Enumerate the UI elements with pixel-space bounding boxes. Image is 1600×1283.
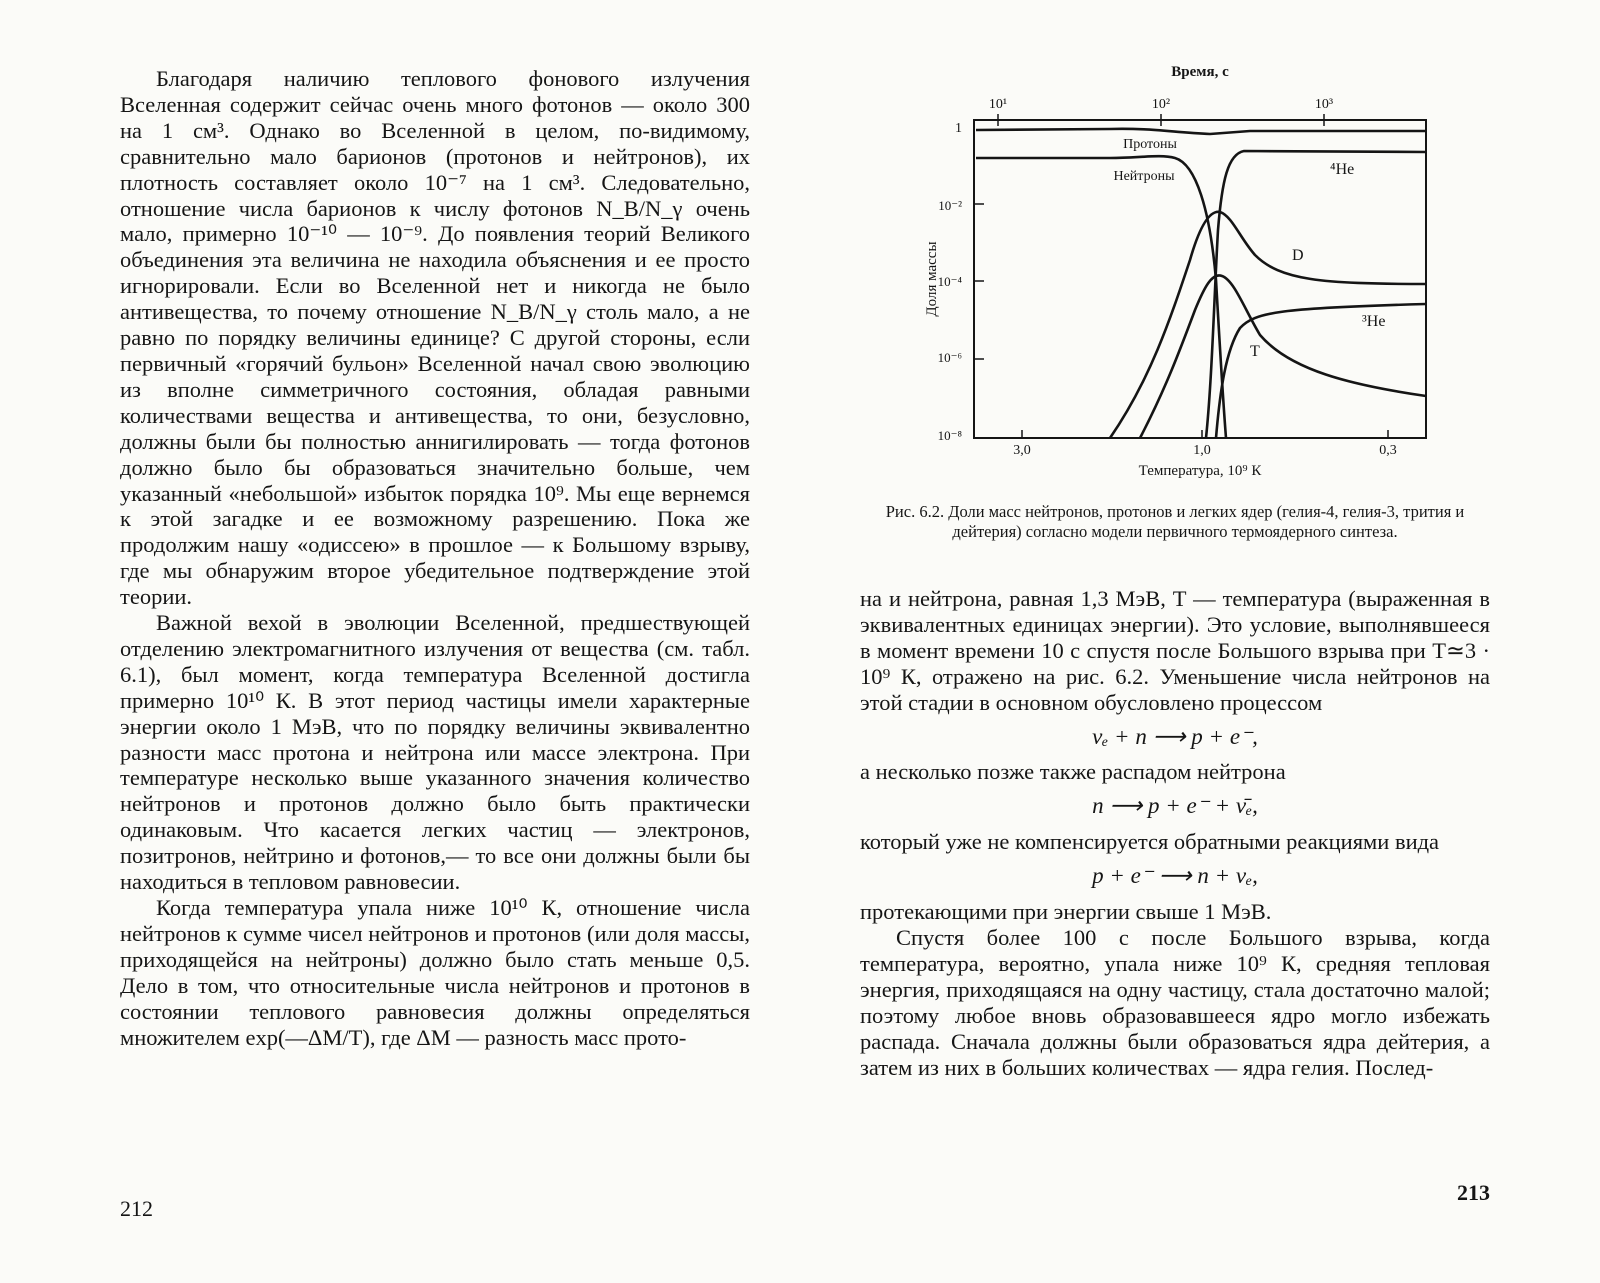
figure-6-2-chart xyxy=(910,50,1470,490)
y-axis-title: Доля массы xyxy=(924,241,940,317)
x-tick-label: 3,0 xyxy=(1013,443,1031,458)
top-tick-label: 10¹ xyxy=(988,97,1008,112)
curve-neutrons xyxy=(976,156,1226,438)
equation: νₑ + n ⟶ p + e⁻, xyxy=(1092,723,1258,749)
page-number-left: 212 xyxy=(120,1196,153,1221)
equation: n ⟶ p + e⁻ + ν̄ₑ, xyxy=(1092,793,1258,819)
paragraph: а несколько позже также распадом нейтрона xyxy=(860,759,1286,785)
label-he3: ³He xyxy=(1362,313,1386,330)
curve-protons xyxy=(976,129,1426,134)
y-tick-label: 1 xyxy=(955,121,962,136)
curve-he3 xyxy=(1216,304,1426,438)
top-axis-ticks xyxy=(989,97,1333,126)
paragraph: на и нейтрона, равная 1,3 МэВ, T — температура (выраженная в эквивалентных единицах энергии). Это условие, выполнявшееся в момент времени 10 с спустя после Большого взрыва при T≃3 · 10⁹ К, отражено на рис. 6.2. Уменьшение числа нейтронов на этой стадии в основном обусловлено процессом xyxy=(860,586,1490,715)
curves xyxy=(976,129,1426,438)
curve-tritium xyxy=(1140,275,1426,438)
plot-frame xyxy=(974,120,1426,438)
figure-caption: Рис. 6.2. Доли масс нейтронов, протонов и легких ядер (гелия-4, гелия-3, трития и дейтерия) согласно модели первичного термоядерного синтеза. xyxy=(885,502,1465,541)
paragraph: Спустя более 100 с после Большого взрыва, когда температура, вероятно, упала ниже 10⁹ К, средняя тепловая энергия, приходящаяся на одну частицу, стала достаточно малой; поэтому любое вновь образовавшееся ядро могло избежать распада. Сначала должны были образоваться ядра дейтерия, а затем из них в больших количествах — ядра гелия. Послед- xyxy=(860,924,1490,1080)
paragraph: протекающими при энергии свыше 1 МэВ. xyxy=(860,899,1272,925)
top-tick-label: 10² xyxy=(1151,97,1171,112)
x-tick-label: 0,3 xyxy=(1379,443,1397,458)
label-neutrons: Нейтроны xyxy=(1113,169,1175,184)
label-tritium: T xyxy=(1250,343,1260,360)
label-protons: Протоны xyxy=(1123,137,1177,152)
y-tick-label: 10⁻⁸ xyxy=(937,428,962,443)
top-tick-label: 10³ xyxy=(1314,97,1334,112)
left-page-text xyxy=(120,66,750,1050)
right-page-text xyxy=(860,586,1490,1080)
paragraph: который уже не компенсируется обратными реакциями вида xyxy=(860,829,1440,855)
x-axis-title: Температура, 10⁹ К xyxy=(1138,463,1262,479)
y-axis-ticks xyxy=(938,121,984,443)
paragraph: Благодаря наличию теплового фонового излучения Вселенная содержит сейчас очень много фотонов — около 300 на 1 см³. Однако во Вселенной в целом, по-видимому, сравнительно мало барионов (протонов и нейтронов), их плотность составляет около 10⁻⁷ на 1 см³. Следовательно, отношение числа барионов к числу фотонов N_B/N_γ очень мало, примерно 10⁻¹⁰ — 10⁻⁹. До появления теорий Великого объединения эта величина не находила объяснения и ее просто игнорировали. Если во Вселенной нет и никогда не было антивещества, то почему отношение N_B/N_γ столь мало, а не равно по порядку величины единице? С другой стороны, если первичный «горячий бульон» Вселенной начал свою эволюцию из вполне симметричного состояния, обладая равными количествами вещества и антивещества, то они, безусловно, должны были бы полностью аннигилировать — тогда фотонов должно было бы образоваться значительно больше, чем указанный «небольшой» избыток порядка 10⁹. Мы еще вернемся к этой загадке и ее возможному разрешению. Пока же продолжим нашу «одиссею» в прошлое — к Большому взрыву, где мы обнаружим второе убедительное подтверждение этой теории. xyxy=(120,66,750,610)
label-deuterium: D xyxy=(1292,247,1304,264)
top-axis-title: Время, с xyxy=(1171,64,1229,80)
equation: p + e⁻ ⟶ n + νₑ, xyxy=(1092,863,1258,889)
x-tick-label: 1,0 xyxy=(1193,443,1211,458)
page-number-right: 213 xyxy=(1457,1180,1490,1205)
paragraph: Когда температура упала ниже 10¹⁰ К, отношение числа нейтронов к сумме чисел нейтронов и протонов (или доля массы, приходящейся на нейтроны) должно было стать меньше 0,5. Дело в том, что относительные числа нейтронов и протонов в состоянии теплового равновесия должны определяться множителем exp(—ΔM/T), где ΔM — разность масс прото- xyxy=(120,895,750,1050)
y-tick-label: 10⁻⁴ xyxy=(937,274,962,289)
y-tick-label: 10⁻⁶ xyxy=(937,350,962,365)
y-tick-label: 10⁻² xyxy=(938,198,962,213)
paragraph: Важной вехой в эволюции Вселенной, предшествующей отделению электромагнитного излучения от вещества (см. табл. 6.1), был момент, когда температура Вселенной достигла примерно 10¹⁰ К. В этот период частицы имели характерные энергии около 1 МэВ, что по порядку величины эквивалентно разности масс протона и нейтрона или массе электрона. При температуре несколько выше указанного значения количество нейтронов и протонов должно было быть практически одинаковым. Что касается легких частиц — электронов, позитронов, нейтрино и фотонов,— то все они должны были бы находиться в тепловом равновесии. xyxy=(120,610,750,895)
label-he4: ⁴He xyxy=(1330,161,1355,178)
right-page xyxy=(800,0,1600,1283)
x-axis-ticks xyxy=(1013,430,1397,458)
